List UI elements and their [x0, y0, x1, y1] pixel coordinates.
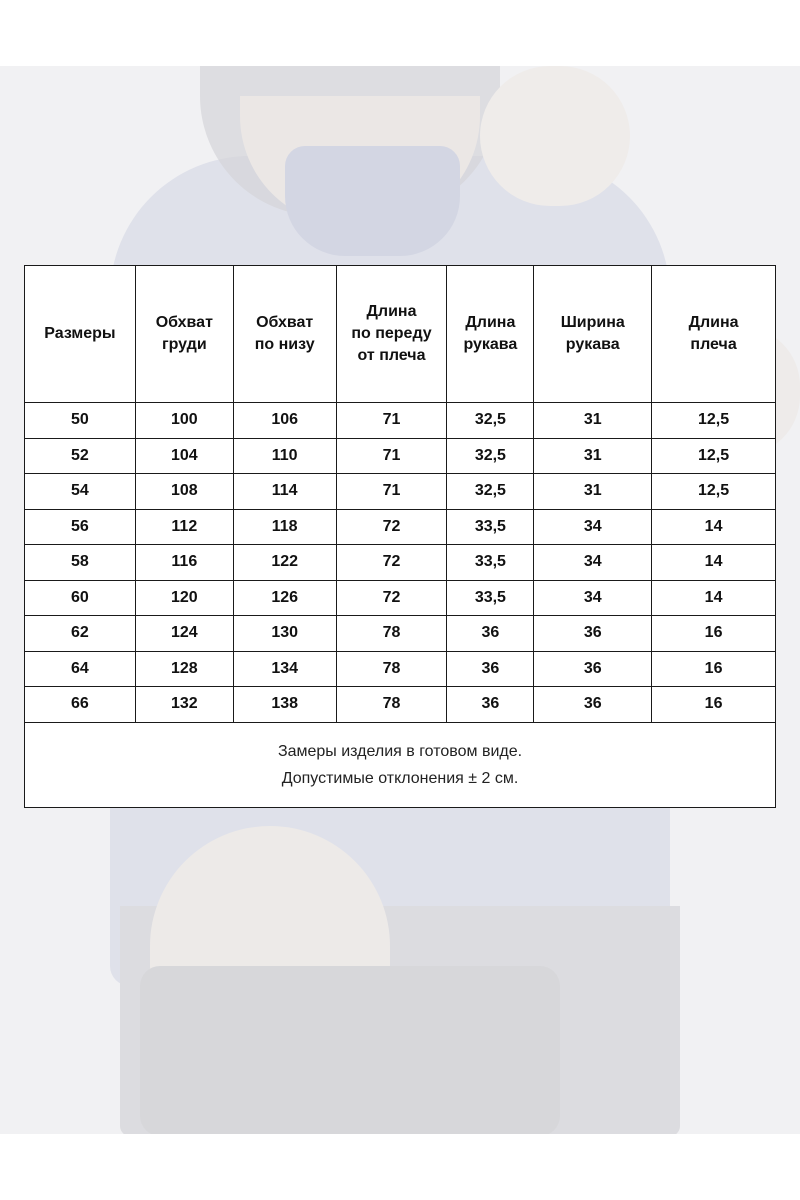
size-cell: 50 [25, 403, 136, 439]
header-line: Длина [465, 314, 516, 331]
header-line: рукава [463, 336, 518, 353]
header-hem-girth [233, 266, 336, 403]
model-clutch [140, 966, 560, 1134]
table-row [25, 509, 776, 545]
model-collar [285, 146, 460, 256]
measurement-cell: 132 [135, 687, 233, 723]
measurement-cell: 14 [652, 509, 776, 545]
measurement-cell: 72 [336, 545, 447, 581]
measurement-cell: 100 [135, 403, 233, 439]
measurement-cell: 36 [534, 651, 652, 687]
measurement-cell: 36 [534, 687, 652, 723]
header-line: по низу [254, 336, 315, 353]
table-row [25, 687, 776, 723]
measurement-cell: 108 [135, 474, 233, 510]
measurement-cell: 34 [534, 545, 652, 581]
header-line: груди [161, 336, 207, 353]
measurement-cell: 16 [652, 651, 776, 687]
table-row [25, 651, 776, 687]
measurement-cell: 110 [233, 438, 336, 474]
measurement-cell: 33,5 [447, 545, 534, 581]
measurement-cell: 34 [534, 509, 652, 545]
header-size [25, 266, 136, 403]
measurement-cell: 14 [652, 545, 776, 581]
measurement-cell: 32,5 [447, 403, 534, 439]
header-line: Ширина [560, 314, 625, 331]
note-line: Допустимые отклонения ± 2 см. [281, 769, 519, 787]
header-line: Обхват [256, 314, 314, 331]
measurement-cell: 33,5 [447, 580, 534, 616]
measurement-cell: 36 [447, 616, 534, 652]
size-cell: 60 [25, 580, 136, 616]
size-cell: 58 [25, 545, 136, 581]
table-row [25, 474, 776, 510]
measurement-cell: 114 [233, 474, 336, 510]
header-shoulder-length [652, 266, 776, 403]
measurement-cell: 78 [336, 651, 447, 687]
header-line: по переду [351, 325, 432, 342]
measurement-cell: 134 [233, 651, 336, 687]
measurement-cell: 120 [135, 580, 233, 616]
size-cell: 66 [25, 687, 136, 723]
measurement-cell: 16 [652, 687, 776, 723]
size-chart-table [24, 265, 776, 808]
header-row [25, 266, 776, 403]
header-line: плеча [690, 336, 737, 353]
header-line: Длина [688, 314, 739, 331]
measurement-cell: 12,5 [652, 438, 776, 474]
table-row [25, 616, 776, 652]
header-front-length [336, 266, 447, 403]
measurement-cell: 130 [233, 616, 336, 652]
measurement-cell: 71 [336, 474, 447, 510]
measurement-cell: 78 [336, 616, 447, 652]
measurement-cell: 36 [447, 687, 534, 723]
header-sleeve-width [534, 266, 652, 403]
table-row [25, 580, 776, 616]
measurement-cell: 71 [336, 403, 447, 439]
header-sleeve-length [447, 266, 534, 403]
model-hand [480, 66, 630, 206]
measurement-cell: 36 [447, 651, 534, 687]
note-row [25, 722, 776, 807]
measurement-cell: 31 [534, 403, 652, 439]
measurement-cell: 71 [336, 438, 447, 474]
measurement-cell: 116 [135, 545, 233, 581]
measurement-cell: 138 [233, 687, 336, 723]
size-cell: 62 [25, 616, 136, 652]
measurement-cell: 128 [135, 651, 233, 687]
measurement-cell: 14 [652, 580, 776, 616]
measurement-cell: 32,5 [447, 474, 534, 510]
measurement-cell: 118 [233, 509, 336, 545]
table-row [25, 545, 776, 581]
measurement-cell: 12,5 [652, 403, 776, 439]
size-cell: 54 [25, 474, 136, 510]
measurement-cell: 104 [135, 438, 233, 474]
measurement-cell: 16 [652, 616, 776, 652]
header-line: Обхват [155, 314, 213, 331]
measurement-cell: 32,5 [447, 438, 534, 474]
measurement-cell: 31 [534, 474, 652, 510]
size-cell: 64 [25, 651, 136, 687]
header-line: Размеры [44, 325, 116, 342]
measurement-cell: 72 [336, 509, 447, 545]
measurement-cell: 31 [534, 438, 652, 474]
header-line: Длина [366, 303, 417, 320]
measurement-cell: 34 [534, 580, 652, 616]
table-row [25, 403, 776, 439]
note-line: Замеры изделия в готовом виде. [277, 742, 523, 760]
measurement-cell: 106 [233, 403, 336, 439]
header-line: рукава [565, 336, 620, 353]
header-chest-girth [135, 266, 233, 403]
measurement-cell: 72 [336, 580, 447, 616]
measurement-cell: 33,5 [447, 509, 534, 545]
header-line: от плеча [357, 347, 426, 364]
measurement-cell: 12,5 [652, 474, 776, 510]
measurement-cell: 36 [534, 616, 652, 652]
measurement-cell: 124 [135, 616, 233, 652]
table-row [25, 438, 776, 474]
measurement-cell: 78 [336, 687, 447, 723]
measurement-note [25, 722, 776, 807]
measurement-cell: 126 [233, 580, 336, 616]
measurement-cell: 122 [233, 545, 336, 581]
size-cell: 56 [25, 509, 136, 545]
size-cell: 52 [25, 438, 136, 474]
measurement-cell: 112 [135, 509, 233, 545]
